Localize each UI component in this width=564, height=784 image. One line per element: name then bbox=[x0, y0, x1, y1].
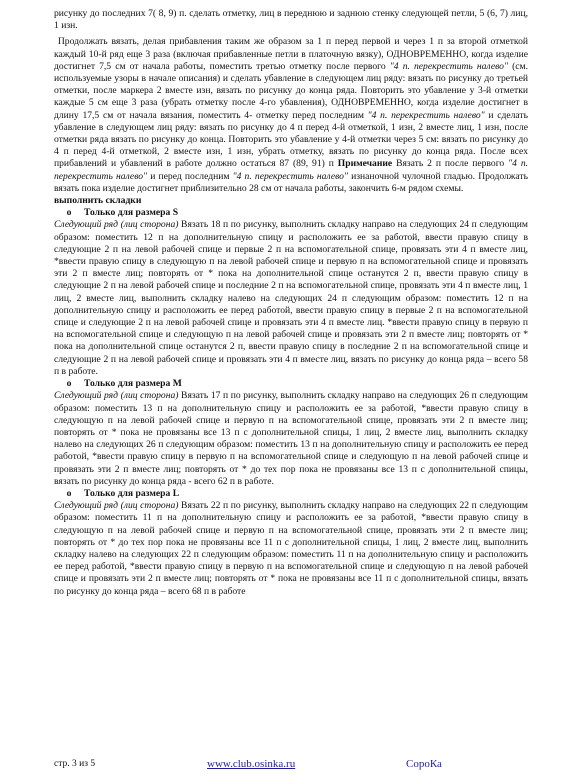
para-text-3: и сделать убавление в следующем лиц ряду: вязать по рисунку до 4 п перед 4-й отметкой, 1 изн, 2 вместе лиц, 1 изн, после отметки ряда вязать по рисунку до конца. Повторить это убавление у 4-й отметки через 5 см: вязать по рисунку до 4 п перед 4-й отметкой, 2 вместе изн, 1 изн, убрать отметку, вязать по рисунку до конца ряда. После всех прибавлений и убавлений в работе должно остаться 87 (89, 91) п bbox=[54, 109, 529, 170]
size-s-heading bbox=[54, 207, 528, 219]
section-heading: выполнить складки bbox=[54, 195, 142, 207]
site-link[interactable]: www.club.osinka.ru bbox=[207, 758, 296, 770]
bullet-icon: o bbox=[66, 487, 72, 499]
pattern-ref-4: "4 п. перекрестить налево" bbox=[232, 170, 348, 182]
size-s-paragraph bbox=[54, 219, 528, 378]
para-text-4: Вязать 2 п после первого bbox=[392, 158, 509, 170]
size-m-lead: Следующий ряд (лиц сторона) bbox=[54, 390, 179, 402]
size-s-title: Только для размера S bbox=[84, 207, 179, 219]
bullet-icon: o bbox=[66, 207, 72, 219]
instructions-paragraph bbox=[54, 36, 528, 195]
size-l-heading bbox=[54, 488, 528, 500]
page-number: стр. 3 из 5 bbox=[54, 759, 96, 769]
size-m-heading bbox=[54, 378, 528, 390]
para-text-6: изнаночной чулочной гладью. Продолжать вязать пока изделие достигнет приблизительно 28 см от начала работы, закончить 6-м рядом схемы. bbox=[54, 170, 528, 194]
intro-text: рисунку до последних 7( 8, 9) п. сделать отметку, лиц в переднюю и заднюю стенку следующей петли, 5 (6, 7) лиц, 1 изн. bbox=[54, 8, 528, 32]
size-m-body: Вязать 17 п по рисунку, выполнить складку направо на следующих 26 п следующим образом: поместить 13 п на дополнительную спицу и расположить ее за работой, *ввести правую спицу в следующую п на левой рабочей спице и первую п на вспомогательной спице, провязать эти 2 п вместе лиц; повторять от * пока не провязаны все 13 п с дополнительной спицы, 1 лиц, 2 вместе лиц, выполнить складку налево на следующих 26 п следующим образом: поместить 13 п на дополнительную спицу и расположить ее перед работой, *ввести правую спицу в первую п на вспомогательной спице и следующую п на левой рабочей спице и провязать эти 2 п вместе лиц; повторять от * до тех пор пока не провязаны все 13 п с дополнительной спицы, вязать по рисунку до конца ряда - всего 62 п в работе. bbox=[54, 390, 529, 487]
size-l-body: Вязать 22 п по рисунку, выполнить складку направо на следующих 22 п следующим образом: поместить 11 п на дополнительную спицу и расположить ее за работой, *ввести правую спицу в следующую п на левой рабочей спице и первую п на вспомогательной спице, провязать эти 2 п вместе лиц; повторять от * до тех пор пока не провязаны все 11 п с дополнительной спицы, 1 лиц, 2 вместе лиц, выполнить складку налево на следующих 22 п следующим образом: поместить 11 п на дополнительную спицу и расположить ее перед работой, *ввести правую спицу в первую п на вспомогательной спице и следующую п на левой рабочей спице и провязать эти 2 п вместе лиц; повторять от * пока не провязаны все 11 п с дополнительной спицы, вязать по рисунку до конца ряда – всего 68 п в работе bbox=[54, 500, 529, 597]
pattern-ref-3: "4 п. перекрестить налево" bbox=[54, 158, 529, 182]
page-footer bbox=[54, 758, 528, 772]
size-m-title: Только для размера M bbox=[84, 378, 182, 390]
pattern-ref-1: "4 п. перекрестить налево" bbox=[389, 60, 508, 72]
size-s-body: Вязать 18 п по рисунку, выполнить складку направо на следующих 24 п следующим образом: поместить 12 п на дополнительную спицу и расположить ее за работой, ввести правую спицу в следующие 2 п на левой рабочей спице и первые 2 п на вспомогательной спице, провязать эти 4 п вместе лиц, *ввести правую спицу в следующую п на левой рабочей спице и первую п на вспомогательной спице и провязать эти 2 п вместе лиц; повторять от * пока на дополнительной спице останутся 2 п, ввести правую спицу в следующие 2 п на левой рабочей спице и последние 2 п на вспомогательной спице, провязать эти 4 п вместе лиц, 1 лиц, 2 вместе лиц, выполнить складку налево на следующих 24 п следующим образом: поместить 12 п на дополнительную спицу и расположить ее перед работой, ввести правую спицу в первые 2 п на вспомогательной спице и следующие 2 п на левой рабочей спице и провязать эти 4 п вместе лиц. *ввести правую спицу в первую п на вспомогательной спице и следующую п на левой рабочей спице и провязать эти 2 п вместе лиц; повторять от * пока на дополнительной спице останутся 2 п, ввести правую спицу в последние 2 п на вспомогательной спице и следующие 2 п на левой рабочей спице и провязать эти 4 п вместе лиц, вязать по рисунку до конца ряда – всего 58 п в работе. bbox=[54, 219, 529, 377]
para-text-1: Продолжать вязать, делая прибавления таким же образом за 1 п перед первой и через 1 п за второй отметкой каждый 10-й ряд еще 3 раза (включая прибавленные петли в платочную вязку), ОДНОВРЕМЕННО, когда изделие достигнет 7,5 см от начала работы, поместить третью отметку после первого bbox=[54, 36, 528, 72]
size-s-lead: Следующий ряд (лиц сторона) bbox=[54, 219, 179, 231]
note-label: Примечание bbox=[337, 158, 393, 170]
size-l-paragraph bbox=[54, 500, 528, 598]
intro-paragraph bbox=[54, 8, 528, 32]
size-l-title: Только для размера L bbox=[84, 487, 180, 499]
size-l-lead: Следующий ряд (лиц сторона) bbox=[54, 500, 179, 512]
document-page bbox=[54, 8, 528, 598]
author-name: СороКа bbox=[406, 758, 442, 770]
size-m-paragraph bbox=[54, 390, 528, 488]
para-text-2: (см. используемые узоры в начале описания) и сделать убавление в следующем лиц ряду: вязать по рисунку до третьей отметки, после маркера 2 вместе изн, вязать по рисунку до конца ряда. Повторить это убавление у 3-й отметки каждые 5 см еще 3 раза (убрать отметку после 4-го убавления), ОДНОВРЕМЕННО, когда изделие достигнет в длину 17,5 см от начала вязания, поместить 4- отметку перед последним bbox=[54, 60, 528, 121]
para-text-5: и перед последним bbox=[147, 170, 233, 182]
bullet-icon: o bbox=[66, 378, 72, 390]
pattern-ref-2: "4 п. перекрестить налево" bbox=[367, 109, 485, 121]
